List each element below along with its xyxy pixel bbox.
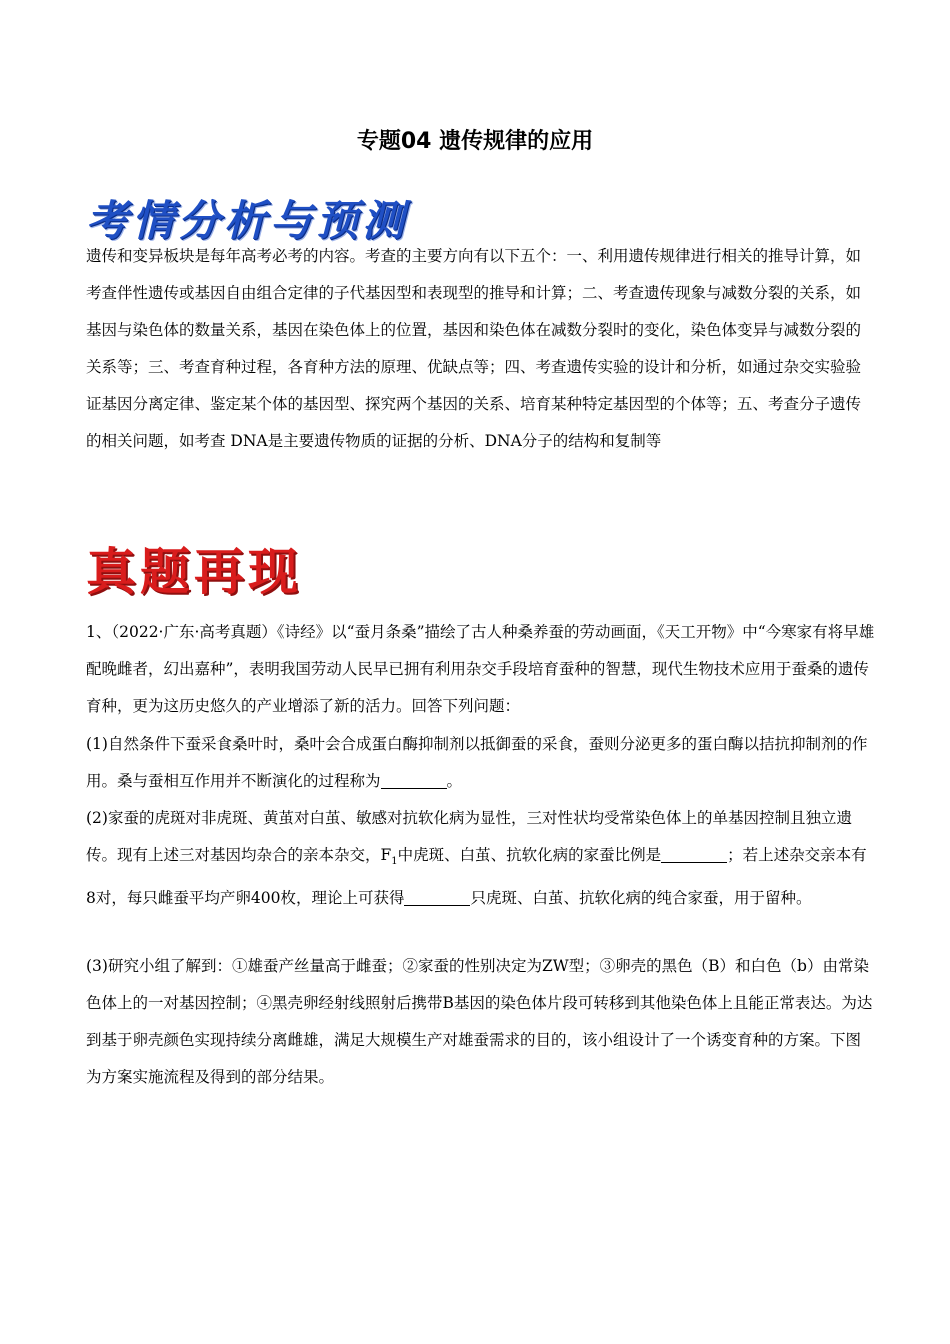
- part-1-end: 。: [446, 772, 463, 790]
- part-2-text-b: 中虎斑、白茧、抗软化病的家蚕比例是: [397, 846, 662, 864]
- part-2-text-c: ；若上述杂交亲本有8对，每只雌蚕平均产卵400枚，理论上可获得: [86, 846, 867, 908]
- question-1-part-1: [86, 726, 876, 800]
- question-1-part-2: [86, 800, 876, 917]
- part-2-text-d: 只虎斑、白茧、抗软化病的纯合家蚕，用于留种。: [470, 889, 812, 908]
- page-title: 专题04 遗传规律的应用: [356, 129, 594, 154]
- answer-blank[interactable]: [661, 847, 727, 864]
- part-2-subscript: 1: [391, 856, 398, 868]
- answer-blank[interactable]: [404, 890, 470, 907]
- intro-paragraph: 遗传和变异板块是每年高考必考的内容。考查的主要方向有以下五个：一、利用遗传规律进行相关的推导计算，如考查伴性遗传或基因自由组合定律的子代基因型和表现型的推导和计算；二、考查遗传现象与减数分裂的关系，如基因与染色体的数量关系，基因在染色体上的位置，基因和染色体在减数分裂时的变化，染色体变异与减数分裂的关系等；三、考查育种过程，各育种方法的原理、优缺点等；四、考查遗传实验的设计和分析，如通过杂交实验验证基因分离定律、鉴定某个体的基因型、探究两个基因的关系、培育某种特定基因型的个体等；五、考查分子遗传的相关问题，如考查 DNA是主要遗传物质的证据的分析、DNA分子的结构和复制等: [86, 247, 862, 450]
- part-2-text-a: (2)家蚕的虎斑对非虎斑、黄茧对白茧、敏感对抗软化病为显性，三对性状均受常染色体上的单基因控制且独立遗传。现有上述三对基因均杂合的亲本杂交，F: [86, 809, 852, 864]
- question-1-part-3: (3)研究小组了解到：①雄蚕产丝量高于雌蚕；②家蚕的性别决定为ZW型；③卵壳的黑色（B）和白色（b）由常染色体上的一对基因控制；④黑壳卵经射线照射后携带B基因的染色体片段可转移到其他染色体上且能正常表达。为达到基于卵壳颜色实现持续分离雌雄，满足大规模生产对雄蚕需求的目的，该小组设计了一个诱变育种的方案。下图为方案实施流程及得到的部分结果。: [86, 957, 873, 1086]
- part-1-text: (1)自然条件下蚕采食桑叶时，桑叶会合成蛋白酶抑制剂以抵御蚕的采食，蚕则分泌更多的蛋白酶以拮抗抑制剂的作用。桑与蚕相互作用并不断演化的过程称为: [86, 735, 868, 790]
- section-banner-real-questions: 真题再现: [86, 543, 302, 601]
- section-banner-analysis: 考情分析与预测: [86, 196, 409, 245]
- answer-blank[interactable]: [381, 773, 447, 790]
- question-1-stem: 1、（2022·广东·高考真题）《诗经》以“蚕月条桑”描绘了古人种桑养蚕的劳动画面，《天工开物》中“今寒家有将早雄配晚雌者，幻出嘉种”，表明我国劳动人民早已拥有利用杂交手段培育蚕种的智慧，现代生物技术应用于蚕桑的遗传育种，更为这历史悠久的产业增添了新的活力。回答下列问题：: [86, 623, 875, 715]
